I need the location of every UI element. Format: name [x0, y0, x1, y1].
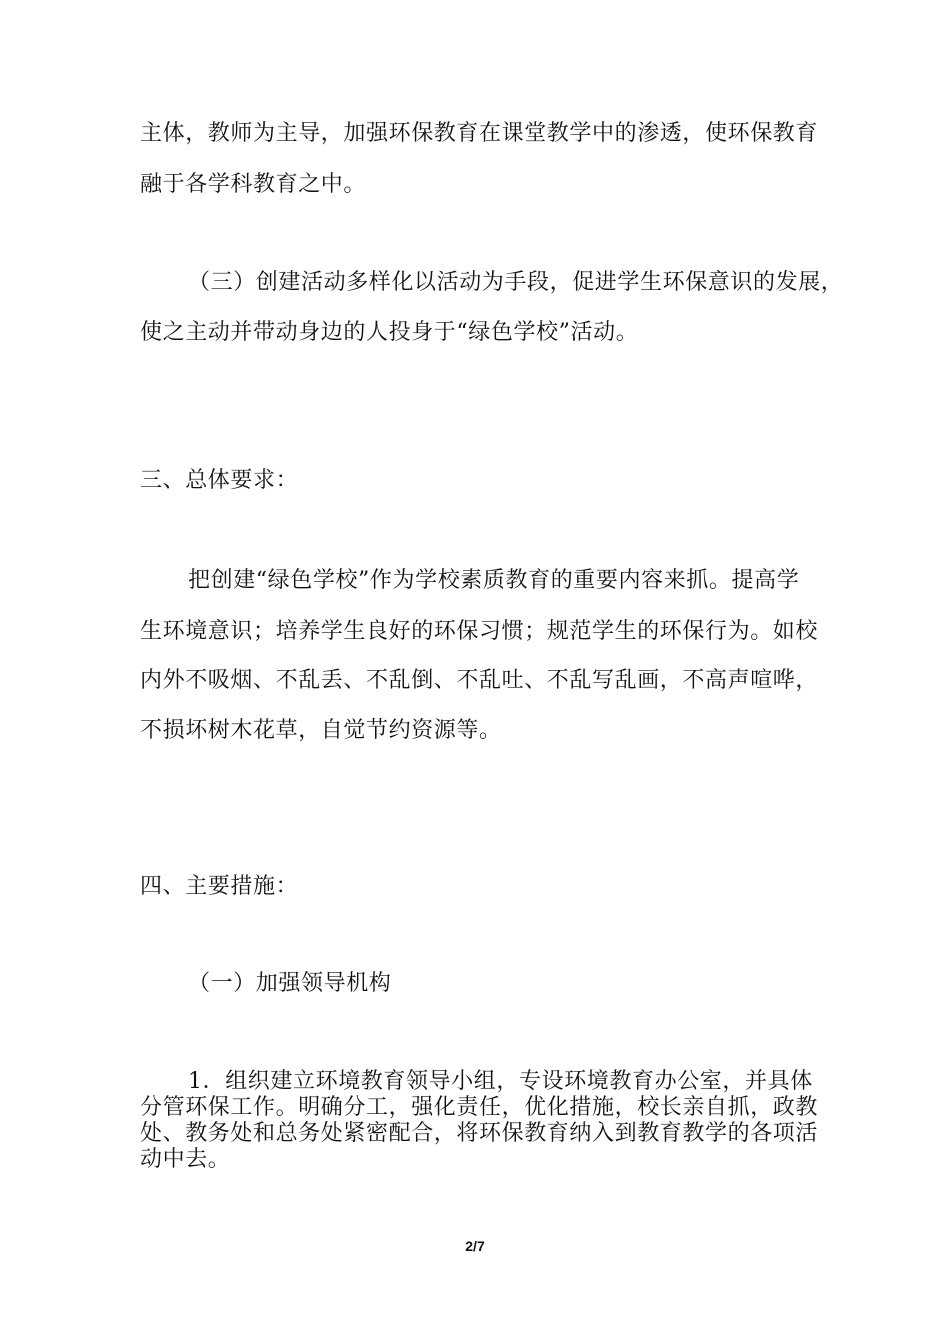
body-text-line: 生环境意识；培养学生良好的环保习惯；规范学生的环保行为。如校: [140, 619, 819, 644]
body-text-line: 动中去。: [140, 1147, 231, 1172]
body-text-line: 不损坏树木花草，自觉节约资源等。: [140, 718, 502, 743]
body-text-line: 主体，教师为主导，加强环保教育在课堂教学中的渗透，使环保教育: [140, 121, 819, 146]
body-text-line: 融于各学科教育之中。: [140, 172, 367, 197]
body-text-line: 分管环保工作。明确分工，强化责任，优化措施，校长亲自抓，政教: [140, 1095, 819, 1120]
body-text-line: 使之主动并带动身边的人投身于“绿色学校”活动。: [140, 320, 639, 345]
subsection-heading: （一）加强领导机构: [188, 971, 392, 996]
body-text-line: （三）创建活动多样化以活动为手段，促进学生环保意识的发展，: [188, 270, 844, 295]
body-text-line: 内外不吸烟、不乱丢、不乱倒、不乱吐、不乱写乱画，不高声喧哗，: [140, 668, 819, 693]
body-text-line: 把创建“绿色学校”作为学校素质教育的重要内容来抓。提高学: [188, 568, 800, 593]
section-heading-3: 三、总体要求：: [140, 468, 299, 493]
body-text-line: 1．组织建立环境教育领导小组，专设环境教育办公室，并具体: [188, 1069, 813, 1094]
body-text-line: 处、教务处和总务处紧密配合，将环保教育纳入到教育教学的各项活: [140, 1121, 819, 1146]
section-heading-4: 四、主要措施：: [140, 874, 299, 899]
page-number: 2/7: [465, 1238, 485, 1254]
